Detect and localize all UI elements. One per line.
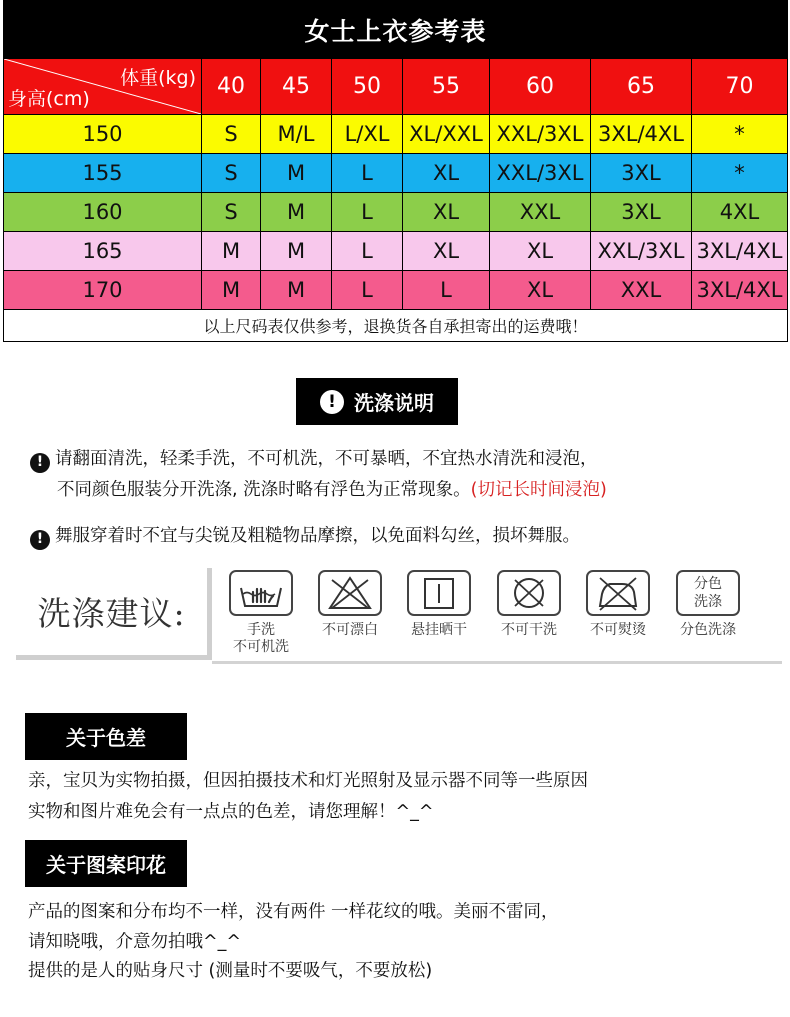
exclamation-icon: ! bbox=[30, 453, 50, 473]
washing-line-2 bbox=[57, 475, 607, 506]
size-cell: XXL/3XL bbox=[591, 232, 692, 271]
size-cell: * bbox=[692, 154, 788, 193]
size-cell: M/L bbox=[261, 115, 332, 154]
pattern-line-2: 请知晓哦，介意勿拍哦^_^ bbox=[28, 932, 242, 952]
size-cell: M bbox=[202, 232, 261, 271]
size-cell: S bbox=[202, 193, 261, 232]
size-note: 以上尺码表仅供参考，退换货各自承担寄出的运费哦！ bbox=[4, 310, 788, 342]
care-suggestion-panel bbox=[16, 568, 782, 663]
size-cell: M bbox=[261, 154, 332, 193]
size-cell: XXL/3XL bbox=[490, 115, 591, 154]
height-cell: 170 bbox=[4, 271, 202, 310]
table-row bbox=[4, 193, 788, 232]
size-cell: 4XL bbox=[692, 193, 788, 232]
care-text: 不可熨烫 bbox=[590, 622, 646, 638]
weight-cell: 55 bbox=[403, 59, 490, 115]
size-cell: M bbox=[261, 193, 332, 232]
separate-wash-icon bbox=[676, 570, 740, 616]
size-chart-title: 女士上衣参考表 bbox=[4, 1, 788, 59]
care-item-no-bleach bbox=[310, 570, 390, 639]
care-text-line: 不可机洗 bbox=[233, 639, 289, 655]
weight-cell: 50 bbox=[332, 59, 403, 115]
size-cell: L bbox=[332, 154, 403, 193]
care-text bbox=[221, 622, 301, 656]
size-cell: L bbox=[332, 271, 403, 310]
divider bbox=[212, 661, 782, 664]
care-item-separate-wash bbox=[668, 570, 748, 639]
color-diff-title: 关于色差 bbox=[25, 713, 187, 760]
size-cell: S bbox=[202, 115, 261, 154]
size-cell: XL/XXL bbox=[403, 115, 490, 154]
size-cell: XL bbox=[403, 193, 490, 232]
size-cell: S bbox=[202, 154, 261, 193]
care-label: 洗涤建议: bbox=[16, 568, 212, 660]
size-cell: M bbox=[202, 271, 261, 310]
pattern-line-1: 产品的图案和分布均不一样，没有两件 一样花纹的哦。美丽不雷同， bbox=[28, 902, 559, 922]
height-cell: 160 bbox=[4, 193, 202, 232]
color-diff-line-2: 实物和图片难免会有一点点的色差，请您理解！^_^ bbox=[28, 802, 434, 822]
height-cell: 155 bbox=[4, 154, 202, 193]
exclamation-icon: ! bbox=[320, 390, 344, 414]
pattern-line-3: 提供的是人的贴身尺寸 (测量时不要吸气，不要放松) bbox=[28, 961, 433, 981]
size-cell: XL bbox=[490, 271, 591, 310]
size-cell: L bbox=[403, 271, 490, 310]
corner-header-cell bbox=[4, 59, 202, 115]
size-cell: M bbox=[261, 232, 332, 271]
size-cell: L bbox=[332, 193, 403, 232]
size-cell: L/XL bbox=[332, 115, 403, 154]
exclamation-icon: ! bbox=[30, 530, 50, 550]
size-note-row bbox=[4, 310, 788, 342]
icon-text: 分色 bbox=[694, 576, 722, 592]
size-cell: XXL/3XL bbox=[490, 154, 591, 193]
height-cell: 150 bbox=[4, 115, 202, 154]
height-label: 身高(cm) bbox=[8, 88, 90, 110]
size-cell: 3XL/4XL bbox=[692, 271, 788, 310]
washing-title-banner bbox=[296, 378, 458, 425]
size-cell: XXL bbox=[591, 271, 692, 310]
table-row bbox=[4, 232, 788, 271]
care-text: 不可漂白 bbox=[322, 622, 378, 638]
size-cell: L bbox=[332, 232, 403, 271]
washing-text-1: 请翻面清洗，轻柔手洗，不可机洗，不可暴晒，不宜热水清洗和浸泡， bbox=[55, 449, 598, 469]
washing-line-1 bbox=[30, 444, 598, 475]
size-cell: 3XL bbox=[591, 154, 692, 193]
hand-wash-icon bbox=[229, 570, 293, 616]
size-chart-table bbox=[3, 0, 788, 342]
care-text-line: 手洗 bbox=[247, 622, 275, 638]
care-text: 分色洗涤 bbox=[680, 622, 736, 638]
color-diff-line-1: 亲，宝贝为实物拍摄，但因拍摄技术和灯光照射及显示器不同等一些原因 bbox=[28, 771, 588, 791]
weight-cell: 45 bbox=[261, 59, 332, 115]
size-cell: 3XL/4XL bbox=[692, 232, 788, 271]
care-item-hand-wash bbox=[221, 570, 301, 656]
size-cell: * bbox=[692, 115, 788, 154]
weight-cell: 60 bbox=[490, 59, 591, 115]
care-text: 悬挂晒干 bbox=[411, 622, 467, 638]
icon-text: 洗涤 bbox=[694, 594, 722, 610]
weight-header-row bbox=[4, 59, 788, 115]
washing-line-3 bbox=[30, 521, 580, 552]
care-item-no-iron bbox=[578, 570, 658, 639]
height-cell: 165 bbox=[4, 232, 202, 271]
weight-label: 体重(kg) bbox=[120, 67, 196, 89]
weight-cell: 70 bbox=[692, 59, 788, 115]
size-cell: XXL bbox=[490, 193, 591, 232]
care-item-hang-dry bbox=[399, 570, 479, 639]
size-cell: XL bbox=[490, 232, 591, 271]
table-row bbox=[4, 115, 788, 154]
washing-text-2: 不同颜色服装分开洗涤, 洗涤时略有浮色为正常现象。 bbox=[57, 480, 471, 500]
size-cell: 3XL/4XL bbox=[591, 115, 692, 154]
no-bleach-icon bbox=[318, 570, 382, 616]
weight-cell: 65 bbox=[591, 59, 692, 115]
no-dry-clean-icon bbox=[497, 570, 561, 616]
weight-cell: 40 bbox=[202, 59, 261, 115]
no-iron-icon bbox=[586, 570, 650, 616]
hang-dry-icon bbox=[407, 570, 471, 616]
size-cell: XL bbox=[403, 154, 490, 193]
table-row bbox=[4, 154, 788, 193]
care-text: 不可干洗 bbox=[501, 622, 557, 638]
size-cell: M bbox=[261, 271, 332, 310]
washing-warning: (切记长时间浸泡) bbox=[470, 480, 607, 500]
table-row bbox=[4, 271, 788, 310]
size-cell: 3XL bbox=[591, 193, 692, 232]
pattern-title: 关于图案印花 bbox=[25, 840, 187, 887]
washing-text-3: 舞服穿着时不宜与尖锐及粗糙物品摩擦，以免面料勾丝，损坏舞服。 bbox=[55, 526, 580, 546]
size-cell: XL bbox=[403, 232, 490, 271]
washing-title: 洗涤说明 bbox=[354, 391, 434, 415]
care-item-no-dry-clean bbox=[489, 570, 569, 639]
